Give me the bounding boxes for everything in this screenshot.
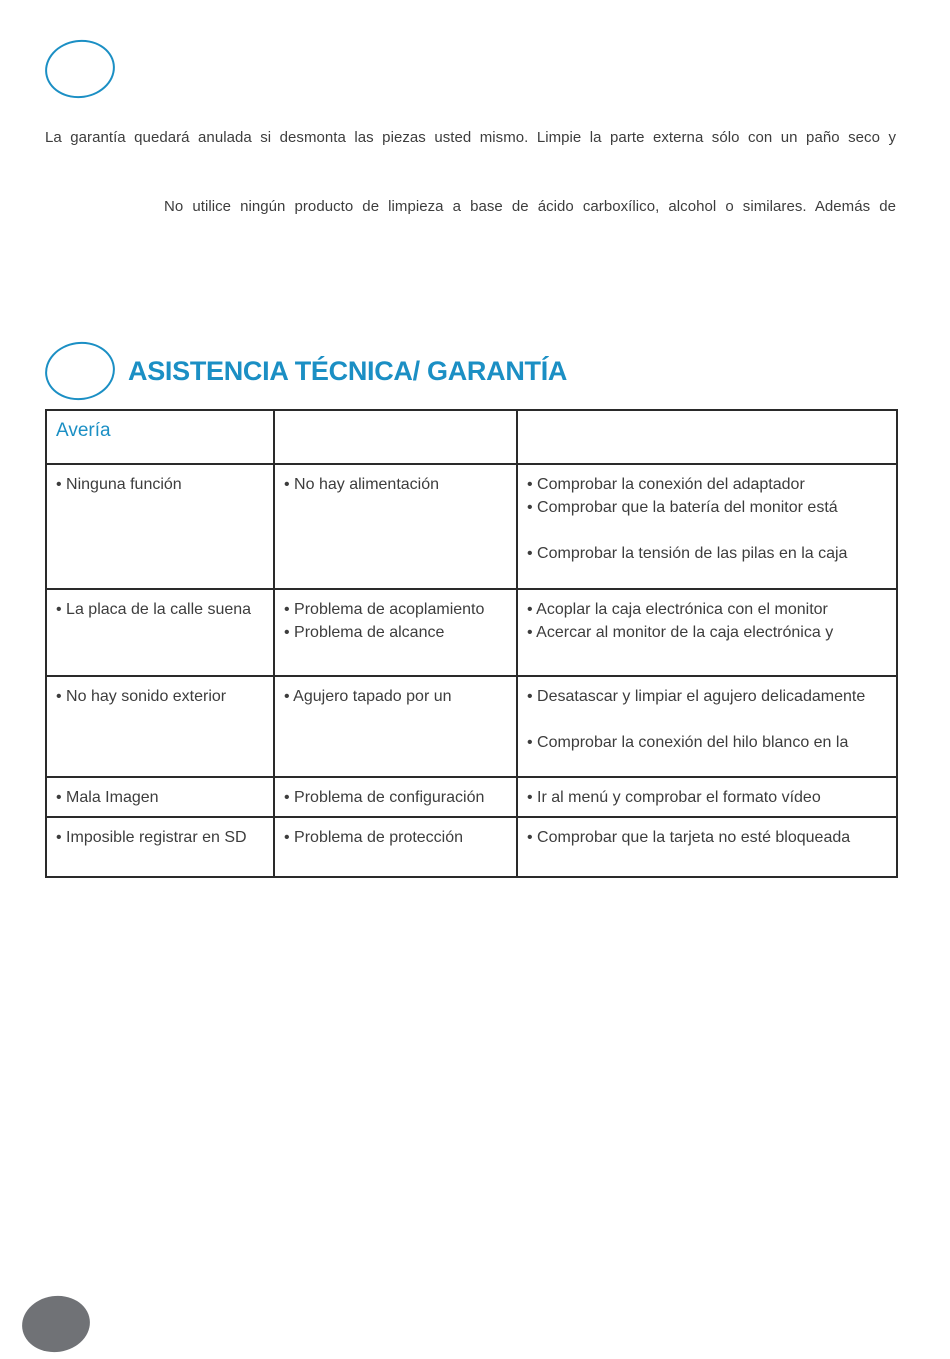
table-row bbox=[46, 777, 897, 817]
solution-cell: • Comprobar que la tarjeta no esté bloqueada bbox=[517, 817, 897, 877]
troubleshooting-table bbox=[45, 409, 898, 878]
fault-cell: • Imposible registrar en SD bbox=[46, 817, 274, 877]
intro-paragraph-line-2: No utilice ningún producto de limpieza a base de ácido carboxílico, alcohol o similares. Además de bbox=[164, 198, 896, 215]
section-title: ASISTENCIA TÉCNICA/ GARANTÍA bbox=[128, 356, 568, 386]
cause-cell bbox=[274, 589, 517, 676]
section-oval bbox=[41, 337, 118, 404]
cause-cell: • Agujero tapado por un bbox=[274, 676, 517, 777]
fault-cell: • No hay sonido exterior bbox=[46, 676, 274, 777]
page-number-badge bbox=[18, 1292, 93, 1357]
cause-cell: • Problema de configuración bbox=[274, 777, 517, 817]
fault-cell: • Ninguna función bbox=[46, 464, 274, 589]
solution-cell: • Ir al menú y comprobar el formato vídeo bbox=[517, 777, 897, 817]
cause-line: • Problema de acoplamiento bbox=[284, 601, 485, 618]
header-fault: Avería bbox=[46, 410, 274, 464]
table-row bbox=[46, 676, 897, 777]
decorative-oval bbox=[41, 35, 118, 102]
cause-cell: • No hay alimentación bbox=[274, 464, 517, 589]
fault-cell: • Mala Imagen bbox=[46, 777, 274, 817]
solution-line: • Comprobar la tensión de las pilas en la caja bbox=[527, 545, 848, 562]
table-header-row bbox=[46, 410, 897, 464]
intro-paragraph-line-1: La garantía quedará anulada si desmonta las piezas usted mismo. Limpie la parte externa sólo con un paño seco y bbox=[45, 129, 896, 146]
solution-line: • Comprobar que la batería del monitor está bbox=[527, 499, 838, 516]
solution-cell bbox=[517, 589, 897, 676]
table-row bbox=[46, 589, 897, 676]
table-row bbox=[46, 464, 897, 589]
header-cause bbox=[274, 410, 517, 464]
solution-line: • Acoplar la caja electrónica con el monitor bbox=[527, 601, 828, 618]
solution-line: • Comprobar la conexión del adaptador bbox=[527, 476, 805, 493]
header-solution bbox=[517, 410, 897, 464]
fault-cell: • La placa de la calle suena bbox=[46, 589, 274, 676]
cause-cell: • Problema de protección bbox=[274, 817, 517, 877]
solution-cell bbox=[517, 676, 897, 777]
solution-line: • Desatascar y limpiar el agujero delicadamente bbox=[527, 688, 866, 705]
solution-line: • Comprobar la conexión del hilo blanco en la bbox=[527, 734, 849, 751]
solution-cell bbox=[517, 464, 897, 589]
solution-line: • Acercar al monitor de la caja electrónica y bbox=[527, 624, 834, 641]
table-row bbox=[46, 817, 897, 877]
cause-line: • Problema de alcance bbox=[284, 624, 445, 641]
